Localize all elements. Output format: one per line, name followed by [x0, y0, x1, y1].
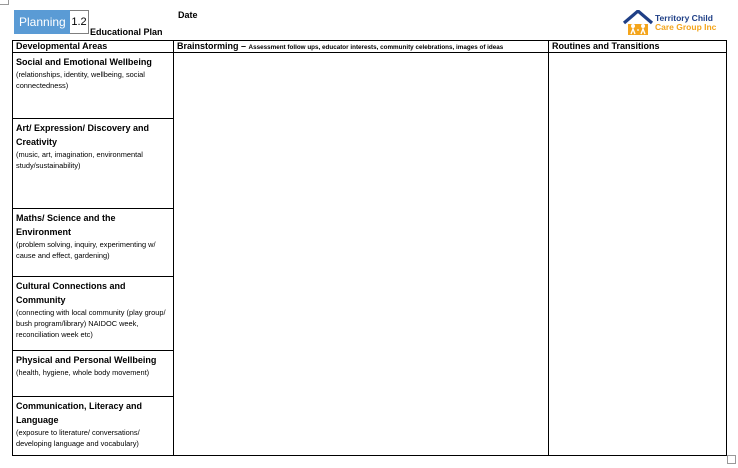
area-title: Cultural Connections and Community [16, 281, 126, 305]
table-row [13, 53, 727, 119]
area-title: Physical and Personal Wellbeing [16, 355, 157, 365]
brainstorming-cell[interactable] [174, 53, 549, 456]
table-header-row [13, 41, 727, 53]
developmental-area-cell [13, 351, 174, 397]
area-description: (music, art, imagination, environmental study/sustainability) [16, 150, 143, 170]
header-developmental-areas: Developmental Areas [13, 41, 174, 53]
house-children-icon [622, 10, 654, 36]
header-brainstorming-note: Assessment follow ups, educator interests, community celebrations, images of ideas [248, 44, 504, 51]
developmental-area-cell [13, 397, 174, 456]
logo-line-1: Territory Child [655, 13, 713, 23]
developmental-area-cell [13, 277, 174, 351]
planning-badge [14, 10, 89, 34]
area-description: (exposure to literature/ conversations/ developing language and vocabulary) [16, 428, 140, 448]
area-description: (problem solving, inquiry, experimenting w/ cause and effect, gardening) [16, 240, 156, 260]
area-title: Maths/ Science and the Environment [16, 213, 116, 237]
header-brainstorming-label: Brainstorming – [177, 41, 247, 51]
area-description: (connecting with local community (play group/ bush program/library) NAIDOC week, reconciliation week etc) [16, 308, 166, 339]
area-title: Art/ Expression/ Discovery and Creativity [16, 123, 150, 147]
educational-plan-table [12, 40, 727, 456]
date-label: Date [178, 10, 198, 20]
developmental-area-cell [13, 53, 174, 119]
routines-transitions-cell[interactable] [549, 53, 727, 456]
organisation-logo [622, 10, 726, 36]
table-resize-handle[interactable] [727, 455, 736, 464]
header-routines-transitions: Routines and Transitions [549, 41, 727, 53]
area-title: Communication, Literacy and Language [16, 401, 143, 425]
badge-number: 1.2 [70, 10, 89, 34]
developmental-area-cell [13, 119, 174, 209]
badge-label: Planning [14, 10, 70, 34]
logo-line-2: Care Group Inc [655, 21, 717, 32]
page-corner-marker [0, 0, 9, 5]
area-description: (health, hygiene, whole body movement) [16, 368, 150, 377]
area-description: (relationships, identity, wellbeing, social connectedness) [16, 70, 145, 90]
plan-subtitle: Educational Plan [90, 27, 163, 37]
area-title: Social and Emotional Wellbeing [16, 57, 152, 67]
header-brainstorming [174, 41, 549, 53]
developmental-area-cell [13, 209, 174, 277]
